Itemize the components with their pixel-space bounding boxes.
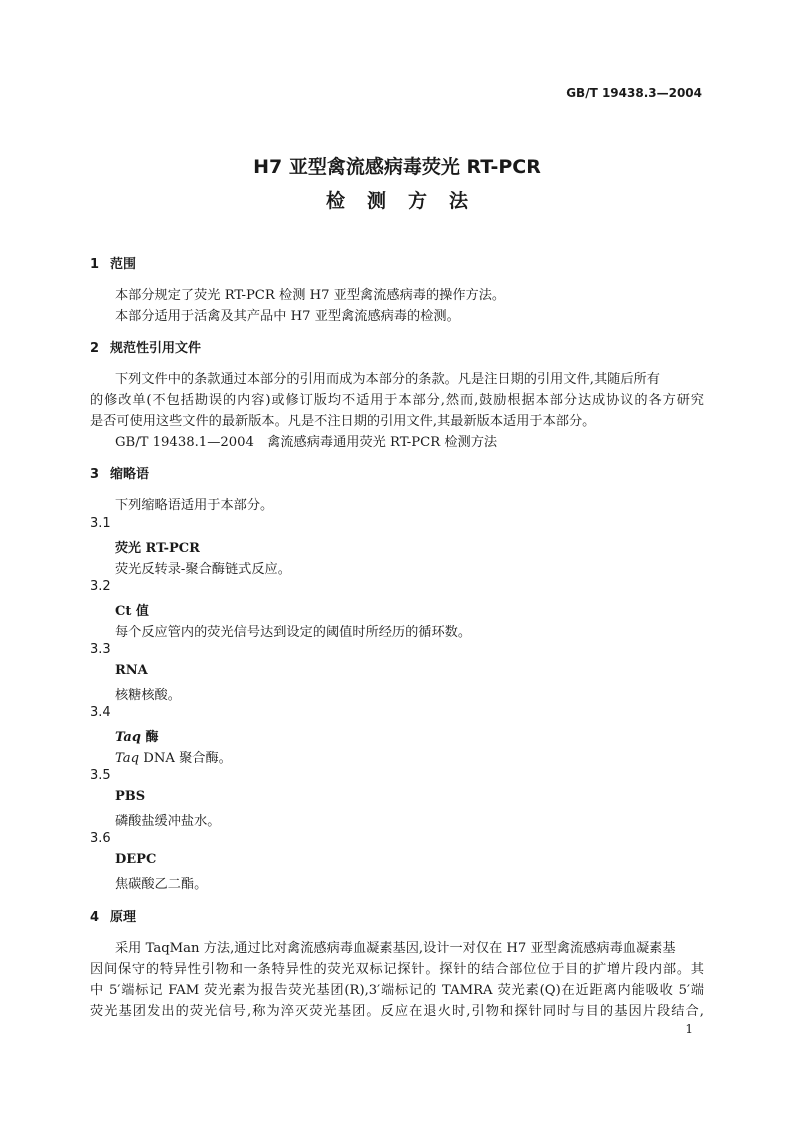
page-number: 1 — [685, 1022, 693, 1036]
subclause-number: 3.5 — [90, 768, 111, 783]
section-heading-3: 3 缩略语 — [90, 467, 150, 482]
paragraph-line: 是否可使用这些文件的最新版本。凡是不注日期的引用文件,其最新版本适用于本部分。 — [90, 414, 596, 429]
subclause-number: 3.6 — [90, 831, 111, 846]
definition: Taq DNA 聚合酶。 — [115, 751, 232, 766]
subclause-number: 3.4 — [90, 705, 111, 720]
document-title: H7 亚型禽流感病毒荧光 RT-PCR — [253, 156, 541, 178]
subclause-number: 3.1 — [90, 516, 111, 531]
normative-reference: GB/T 19438.1—2004 禽流感病毒通用荧光 RT-PCR 检测方法 — [115, 435, 498, 450]
definition: 焦碳酸乙二酯。 — [115, 877, 208, 892]
standard-number: GB/T 19438.3—2004 — [566, 86, 702, 100]
subclause-number: 3.3 — [90, 642, 111, 657]
definition: 核糖核酸。 — [115, 688, 181, 703]
paragraph: 本部分规定了荧光 RT-PCR 检测 H7 亚型禽流感病毒的操作方法。 — [115, 288, 506, 303]
term: Taq 酶 — [115, 730, 159, 745]
paragraph: 下列缩略语适用于本部分。 — [115, 498, 274, 513]
term: Ct 值 — [115, 604, 149, 619]
document-subtitle: 检测方法 — [325, 190, 490, 212]
subclause-number: 3.2 — [90, 579, 111, 594]
term: 荧光 RT-PCR — [115, 541, 200, 556]
section-heading-2: 2 规范性引用文件 — [90, 341, 202, 356]
definition: 磷酸盐缓冲盐水。 — [115, 814, 221, 829]
paragraph-line: 中 5′端标记 FAM 荧光素为报告荧光基团(R),3′端标记的 TAMRA 荧光素(Q)在近距离内能吸收 5′端 — [90, 983, 704, 998]
definition: 每个反应管内的荧光信号达到设定的阈值时所经历的循环数。 — [115, 625, 472, 640]
paragraph-line: 荧光基团发出的荧光信号,称为淬灭荧光基团。反应在退火时,引物和探针同时与目的基因片段结合, — [90, 1004, 704, 1019]
paragraph-line: 的修改单(不包括勘误的内容)或修订版均不适用于本部分,然而,鼓励根据本部分达成协议的各方研究 — [90, 393, 704, 408]
paragraph-line: 下列文件中的条款通过本部分的引用而成为本部分的条款。凡是注日期的引用文件,其随后所有 — [115, 372, 660, 387]
definition: 荧光反转录-聚合酶链式反应。 — [115, 562, 291, 577]
paragraph: 本部分适用于活禽及其产品中 H7 亚型禽流感病毒的检测。 — [115, 309, 460, 324]
section-heading-4: 4 原理 — [90, 910, 137, 925]
paragraph-line: 因间保守的特异性引物和一条特异性的荧光双标记探针。探针的结合部位位于目的扩增片段内部。其 — [90, 962, 704, 977]
term: RNA — [115, 663, 148, 678]
term: PBS — [115, 789, 146, 804]
term: DEPC — [115, 852, 157, 867]
paragraph-line: 采用 TaqMan 方法,通过比对禽流感病毒血凝素基因,设计一对仅在 H7 亚型禽流感病毒血凝素基 — [115, 941, 676, 956]
section-heading-1: 1 范围 — [90, 257, 137, 272]
